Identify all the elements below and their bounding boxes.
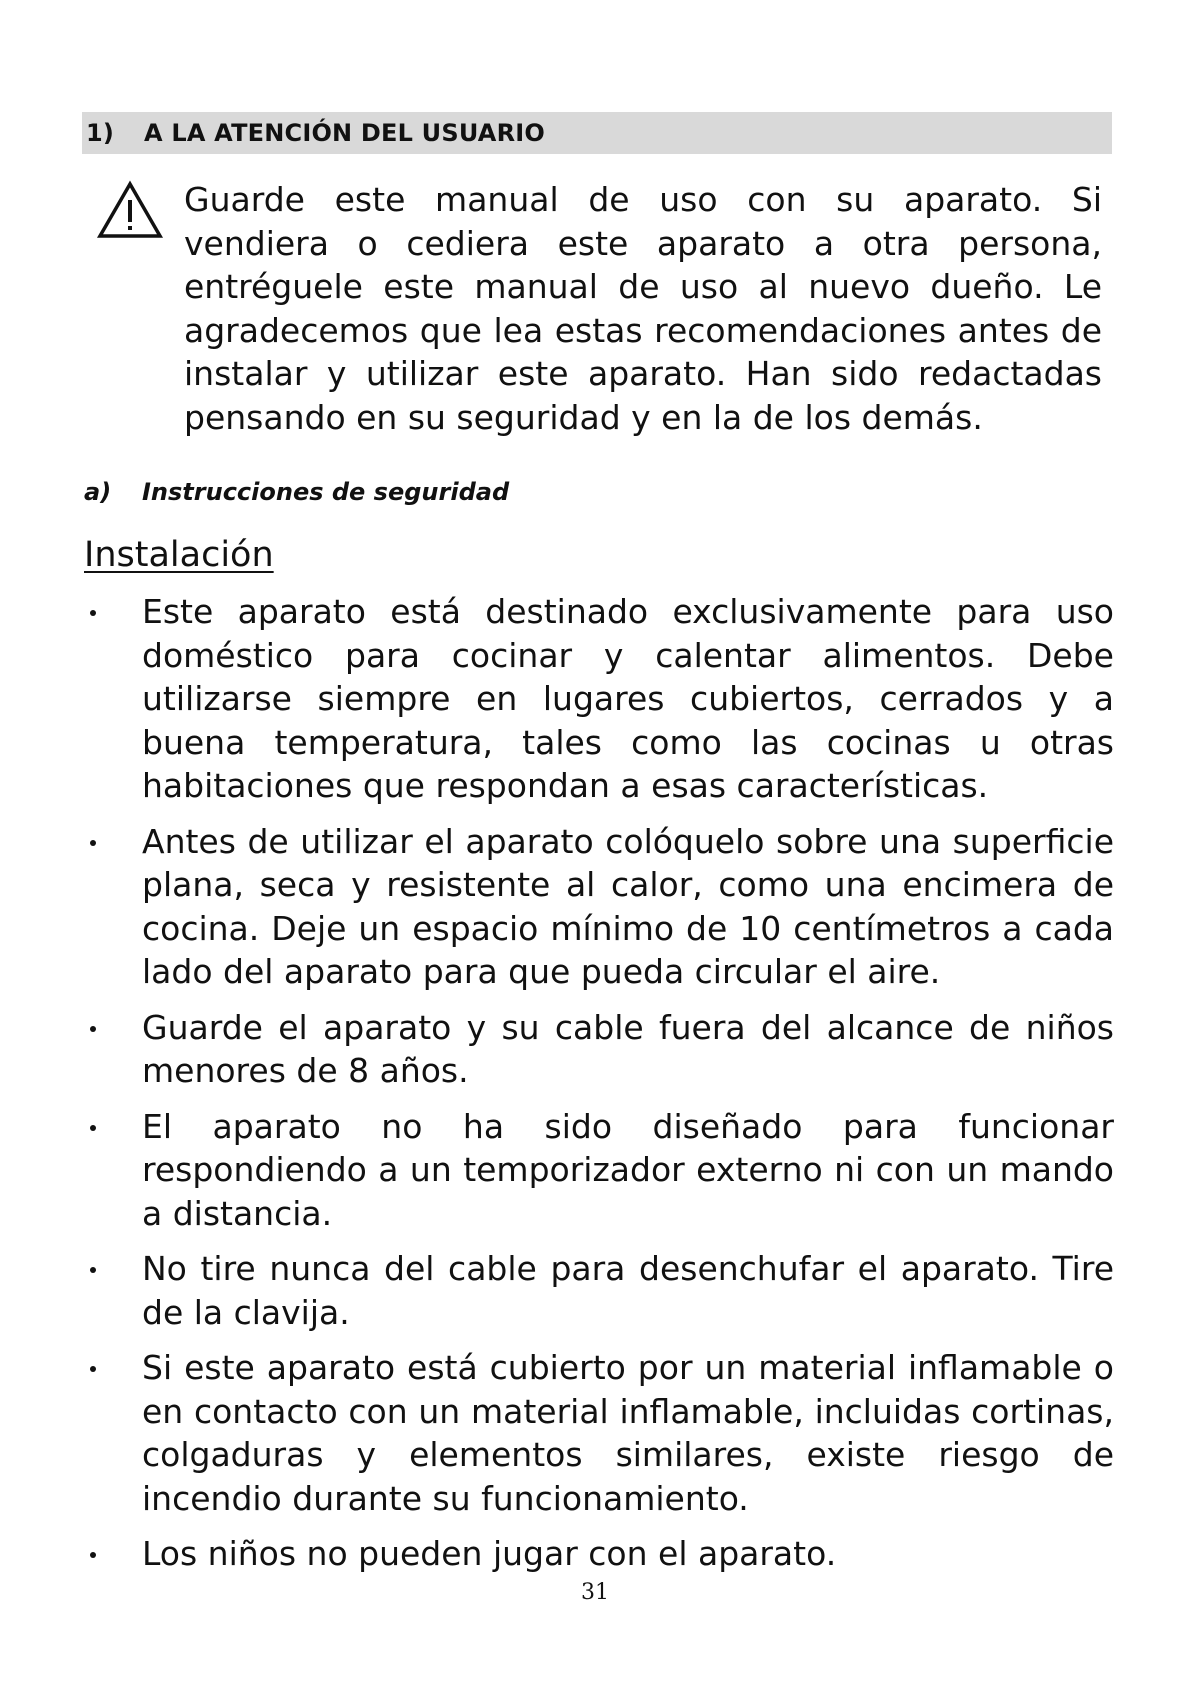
bullet-text: Los niños no pueden jugar con el aparato. [142, 1534, 837, 1573]
section-number: 1) [86, 119, 115, 147]
section-title: A LA ATENCIÓN DEL USUARIO [144, 119, 545, 147]
page-number: 31 [581, 1580, 609, 1605]
bullet-text: El aparato no ha sido diseñado para funcionar respondiendo a un temporizador externo ni con un mando a distancia. [142, 1106, 1114, 1233]
subsection-heading [84, 478, 509, 506]
bullet-dot-icon [90, 1366, 96, 1372]
bullet-dot-icon [90, 610, 96, 616]
list-item [84, 820, 1114, 994]
list-item [84, 590, 1114, 808]
bullet-dot-icon [90, 1026, 96, 1032]
safety-bullet-list [84, 590, 1114, 1588]
list-item [84, 1532, 1114, 1576]
list-item [84, 1346, 1114, 1520]
bullet-dot-icon [90, 840, 96, 846]
warning-text: Guarde este manual de uso con su aparato. Si vendiera o cediera este aparato a otra persona, entréguele este manual de uso al nuevo dueño. Le agradecemos que lea estas recomendaciones antes de instalar y utilizar este aparato. Han sido redactadas pensando en su seguridad y en la de los demás. [184, 180, 1102, 437]
bullet-text: Antes de utilizar el aparato colóquelo sobre una superficie plana, seca y resistente al calor, como una encimera de cocina. Deje un espacio mínimo de 10 centímetros a cada lado del aparato para que pueda circular el aire. [142, 821, 1114, 991]
bullet-text: No tire nunca del cable para desenchufar el aparato. Tire de la clavija. [142, 1249, 1114, 1332]
subsection-title: Instrucciones de seguridad [142, 478, 510, 506]
list-item [84, 1006, 1114, 1093]
bullet-text: Si este aparato está cubierto por un material inflamable o en contacto con un material inflamable, incluidas cortinas, colgaduras y elementos similares, existe riesgo de incendio durante su funcionamiento. [142, 1348, 1114, 1518]
warning-triangle-icon [96, 180, 164, 240]
bullet-dot-icon [90, 1267, 96, 1273]
subsection-letter: a) [84, 478, 112, 506]
installation-heading: Instalación [84, 535, 274, 575]
bullet-dot-icon [90, 1125, 96, 1131]
list-item [84, 1105, 1114, 1236]
bullet-text: Guarde el aparato y su cable fuera del alcance de niños menores de 8 años. [142, 1007, 1114, 1090]
list-item [84, 1247, 1114, 1334]
bullet-text: Este aparato está destinado exclusivamente para uso doméstico para cocinar y calentar alimentos. Debe utilizarse siempre en lugares cubiertos, cerrados y a buena temperatura, tales como las cocinas u otras habitaciones que respondan a esas características. [142, 592, 1114, 805]
bullet-dot-icon [90, 1552, 96, 1558]
section-header [82, 112, 1112, 154]
